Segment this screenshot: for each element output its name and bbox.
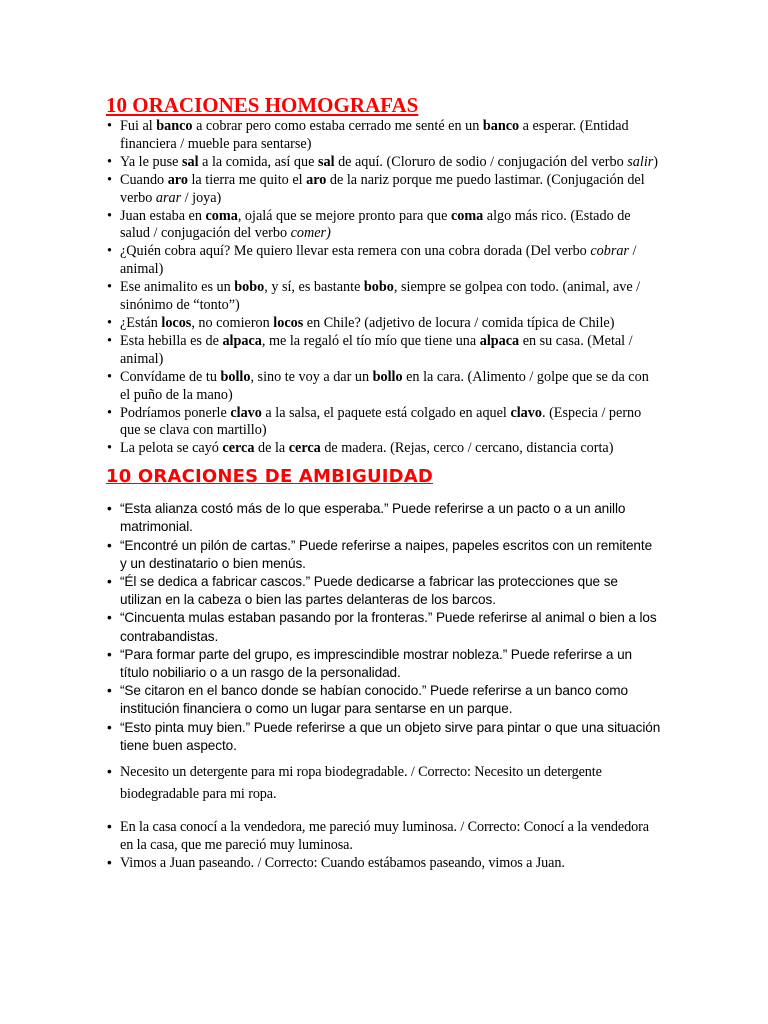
list-item: • Cuando aro la tierra me quito el aro de la nariz porque me puedo lastimar. (Conjugación del verbo arar / joya)	[106, 172, 662, 208]
list-item: • “Él se dedica a fabricar cascos.” Puede dedicarse a fabricar las protecciones que se utilizan en la cabeza o bien las partes delanteras de los barcos.	[106, 573, 662, 609]
list-item: • “Se citaron en el banco donde se habían conocido.” Puede referirse a un banco como institución financiera o como un lugar para sentarse en un parque.	[106, 682, 662, 718]
list-item: • “Esta alianza costó más de lo que esperaba.” Puede referirse a un pacto o a un anillo matrimonial.	[106, 500, 662, 536]
list-item: • Juan estaba en coma, ojalá que se mejore pronto para que coma algo más rico. (Estado de salud / conjugación del verbo comer)	[106, 208, 662, 244]
list-item: • “Cincuenta mulas estaban pasando por la fronteras.” Puede referirse al animal o bien a los contrabandistas.	[106, 609, 662, 645]
document-page	[106, 92, 662, 873]
list-item: • Podríamos ponerle clavo a la salsa, el paquete está colgado en aquel clavo. (Especia / perno que se clava con martillo)	[106, 405, 662, 441]
list-item: • Ya le puse sal a la comida, así que sal de aquí. (Cloruro de sodio / conjugación del verbo salir)	[106, 154, 662, 172]
list-item: • Convídame de tu bollo, sino te voy a dar un bollo en la cara. (Alimento / golpe que se da con el puño de la mano)	[106, 369, 662, 405]
list-item: • ¿Están locos, no comieron locos en Chile? (adjetivo de locura / comida típica de Chile)	[106, 315, 662, 333]
homografas-list	[106, 118, 662, 458]
list-item: • Fui al banco a cobrar pero como estaba cerrado me senté en un banco a esperar. (Entidad financiera / mueble para sentarse)	[106, 118, 662, 154]
list-item: • “Para formar parte del grupo, es imprescindible mostrar nobleza.” Puede referirse a un título nobiliario o a un rasgo de la personalidad.	[106, 646, 662, 682]
list-item: • Esta hebilla es de alpaca, me la regaló el tío mío que tiene una alpaca en su casa. (Metal / animal)	[106, 333, 662, 369]
ambiguidad-list	[106, 500, 662, 872]
list-item-text: Vimos a Juan paseando. / Correcto: Cuando estábamos paseando, vimos a Juan.	[120, 855, 565, 872]
list-item: • “Encontré un pilón de cartas.” Puede referirse a naipes, papeles escritos con un remitente y un destinatario o bien menús.	[106, 537, 662, 573]
list-item	[106, 761, 662, 805]
list-item: • La pelota se cayó cerca de la cerca de madera. (Rejas, cerco / cercano, distancia corta)	[106, 440, 662, 458]
list-item: • “Esto pinta muy bien.” Puede referirse a que un objeto sirve para pintar o que una situación tiene buen aspecto.	[106, 719, 662, 755]
list-item-text: En la casa conocí a la vendedora, me pareció muy luminosa. / Correcto: Conocí a la vendedora en la casa, que me pareció muy luminosa.	[120, 819, 649, 854]
heading-ambiguidad: 10 ORACIONES DE AMBIGUIDAD	[106, 466, 434, 488]
list-item	[106, 818, 662, 854]
list-item: • ¿Quién cobra aquí? Me quiero llevar esta remera con una cobra dorada (Del verbo cobrar / animal)	[106, 243, 662, 279]
list-item-text: Necesito un detergente para mi ropa biodegradable. / Correcto: Necesito un detergente biodegradable para mi ropa.	[120, 764, 602, 803]
heading-homografas: 10 ORACIONES HOMOGRAFAS	[106, 93, 419, 117]
list-item	[106, 854, 662, 872]
list-item: • Ese animalito es un bobo, y sí, es bastante bobo, siempre se golpea con todo. (animal, ave / sinónimo de “tonto”)	[106, 279, 662, 315]
